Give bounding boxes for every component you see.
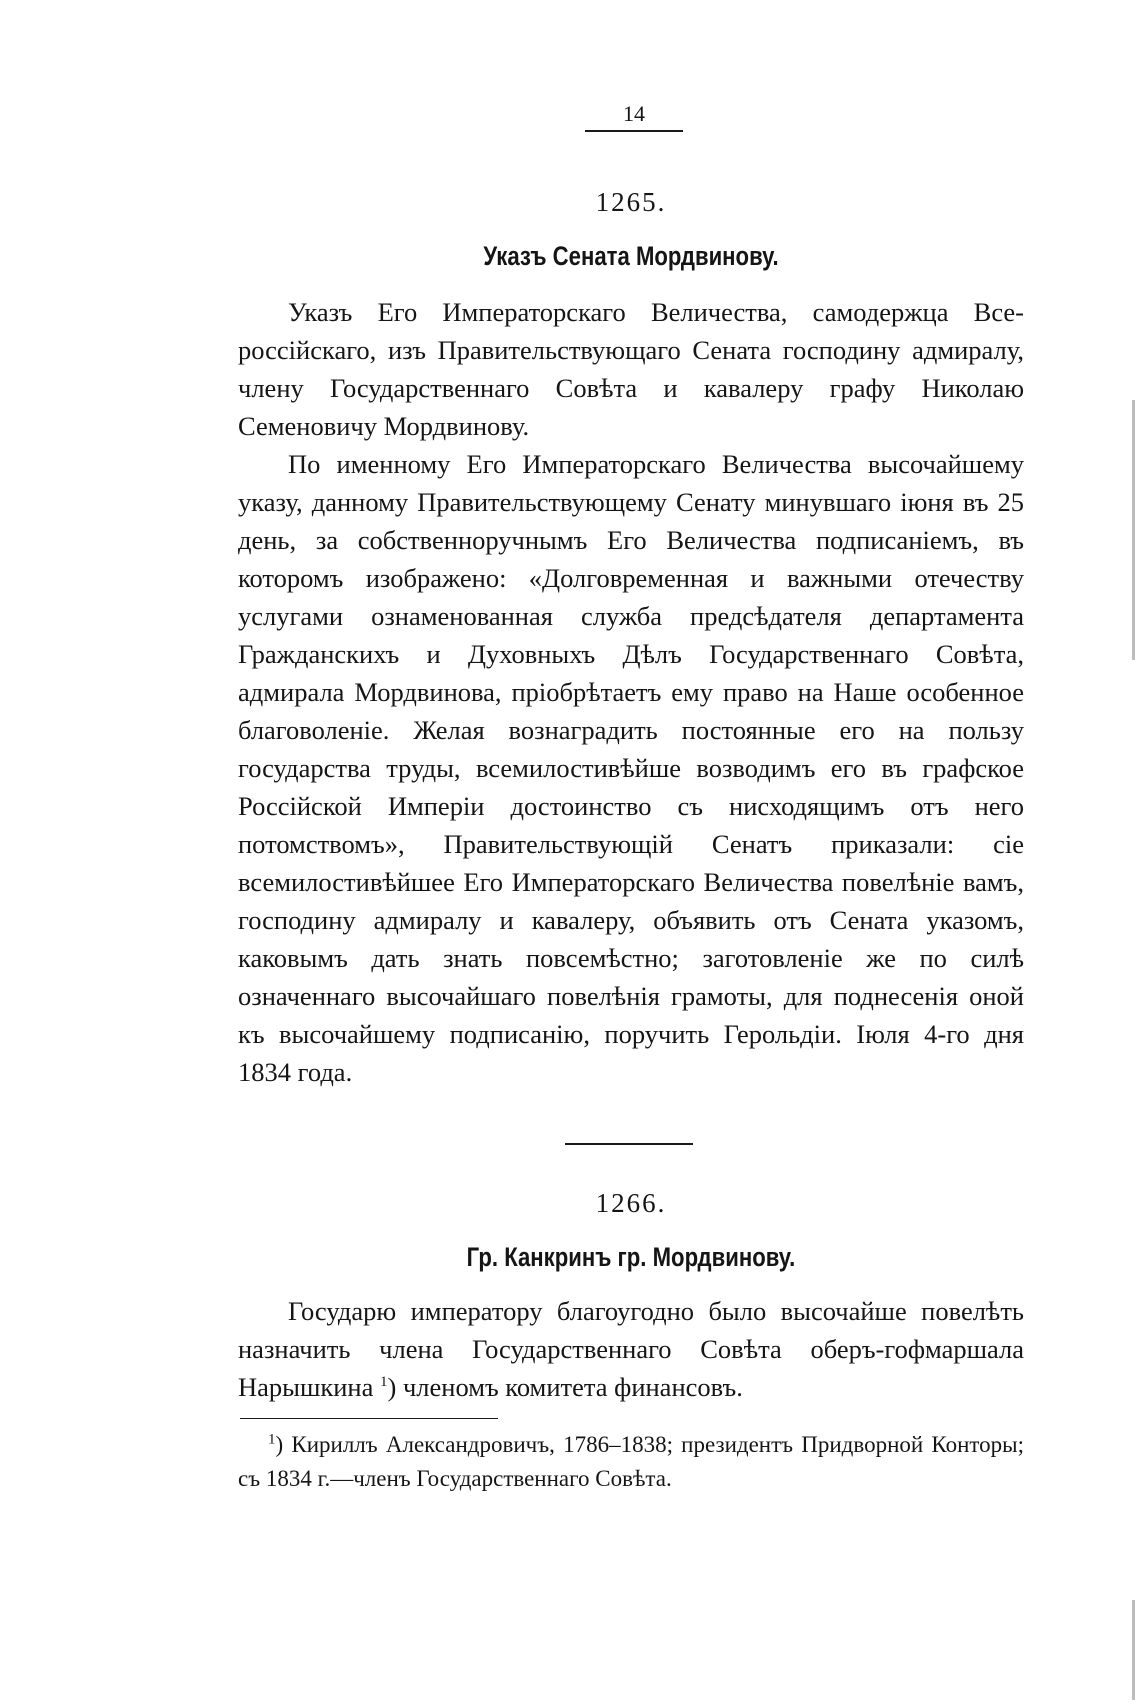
document-paragraph: По именному Его Императорскаго Величества высочайшему указу, данному Правительствующему Сенату минувшаго іюня въ 25 день, за собственноручнымъ Его Величества подписаніемъ, въ которомъ изображено: «Долговременная и важными отечеству услугами ознаменованная служба предсѣдателя департамента Гражданскихъ и Духовныхъ Дѣлъ Государственнаго Совѣта, адмирала Мордвинова, пріобрѣтаетъ ему право на Наше особенное благоволеніе. Желая вознаградить постоянные его на пользу государства труды, всемилостивѣйше возводимъ его въ графское Россійской Имперіи достоинство съ нисходящимъ отъ него потомствомъ», Правительствующій Сенатъ приказали: сіе всемилостивѣйшее Его Императорскаго Величества повелѣніе вамъ, господину адмиралу и кавалеру, объявить отъ Сената указомъ, каковымъ дать знать повсемѣстно; заготовленіе же по силѣ означеннаго высочайшаго повелѣнія грамоты, для поднесенія оной къ высочайшему подписанію, поручить Герольдіи. Іюля 4-го дня 1834 года.	[238, 449, 1024, 1087]
scan-edge-mark	[1132, 1600, 1135, 1700]
footnote-rule	[240, 1418, 498, 1419]
document-paragraph	[238, 1292, 1024, 1406]
footnote-reference: 1	[380, 1374, 388, 1391]
document-number: 1266.	[595, 1188, 667, 1218]
document-number: 1265.	[595, 187, 667, 217]
footnote	[238, 1428, 1024, 1496]
footnote-text: ) Кириллъ Александровичъ, 1786–1838; президентъ Придворной Конторы; съ 1834 г.—членъ Государственнаго Совѣта.	[238, 1432, 1024, 1491]
scan-edge-mark	[1132, 400, 1135, 660]
document-paragraph: Указъ Его Императорскаго Величества, самодержца Всероссійскаго, изъ Правительствующаго Сената господину адмиралу, члену Государственнаго Совѣта и кавалеру графу Николаю Семеновичу Мордвинову.	[238, 297, 1024, 441]
document-1266	[238, 1186, 1024, 1406]
section-separator	[565, 1143, 693, 1145]
document-title: Указъ Сената Мордвинову.	[483, 241, 779, 271]
document-1265	[238, 185, 1024, 1091]
document-title: Гр. Канкринъ гр. Мордвинову.	[466, 1242, 796, 1272]
paragraph-text: Государю императору благоугодно было высочайше повелѣть назначить члена Государственнаго Совѣта оберъ-гофмаршала Нарышкина	[238, 1296, 1024, 1402]
page-number: 14	[585, 100, 683, 132]
paragraph-text: ) членомъ комитета финансовъ.	[387, 1372, 743, 1402]
footnote-marker: 1	[268, 1431, 276, 1448]
